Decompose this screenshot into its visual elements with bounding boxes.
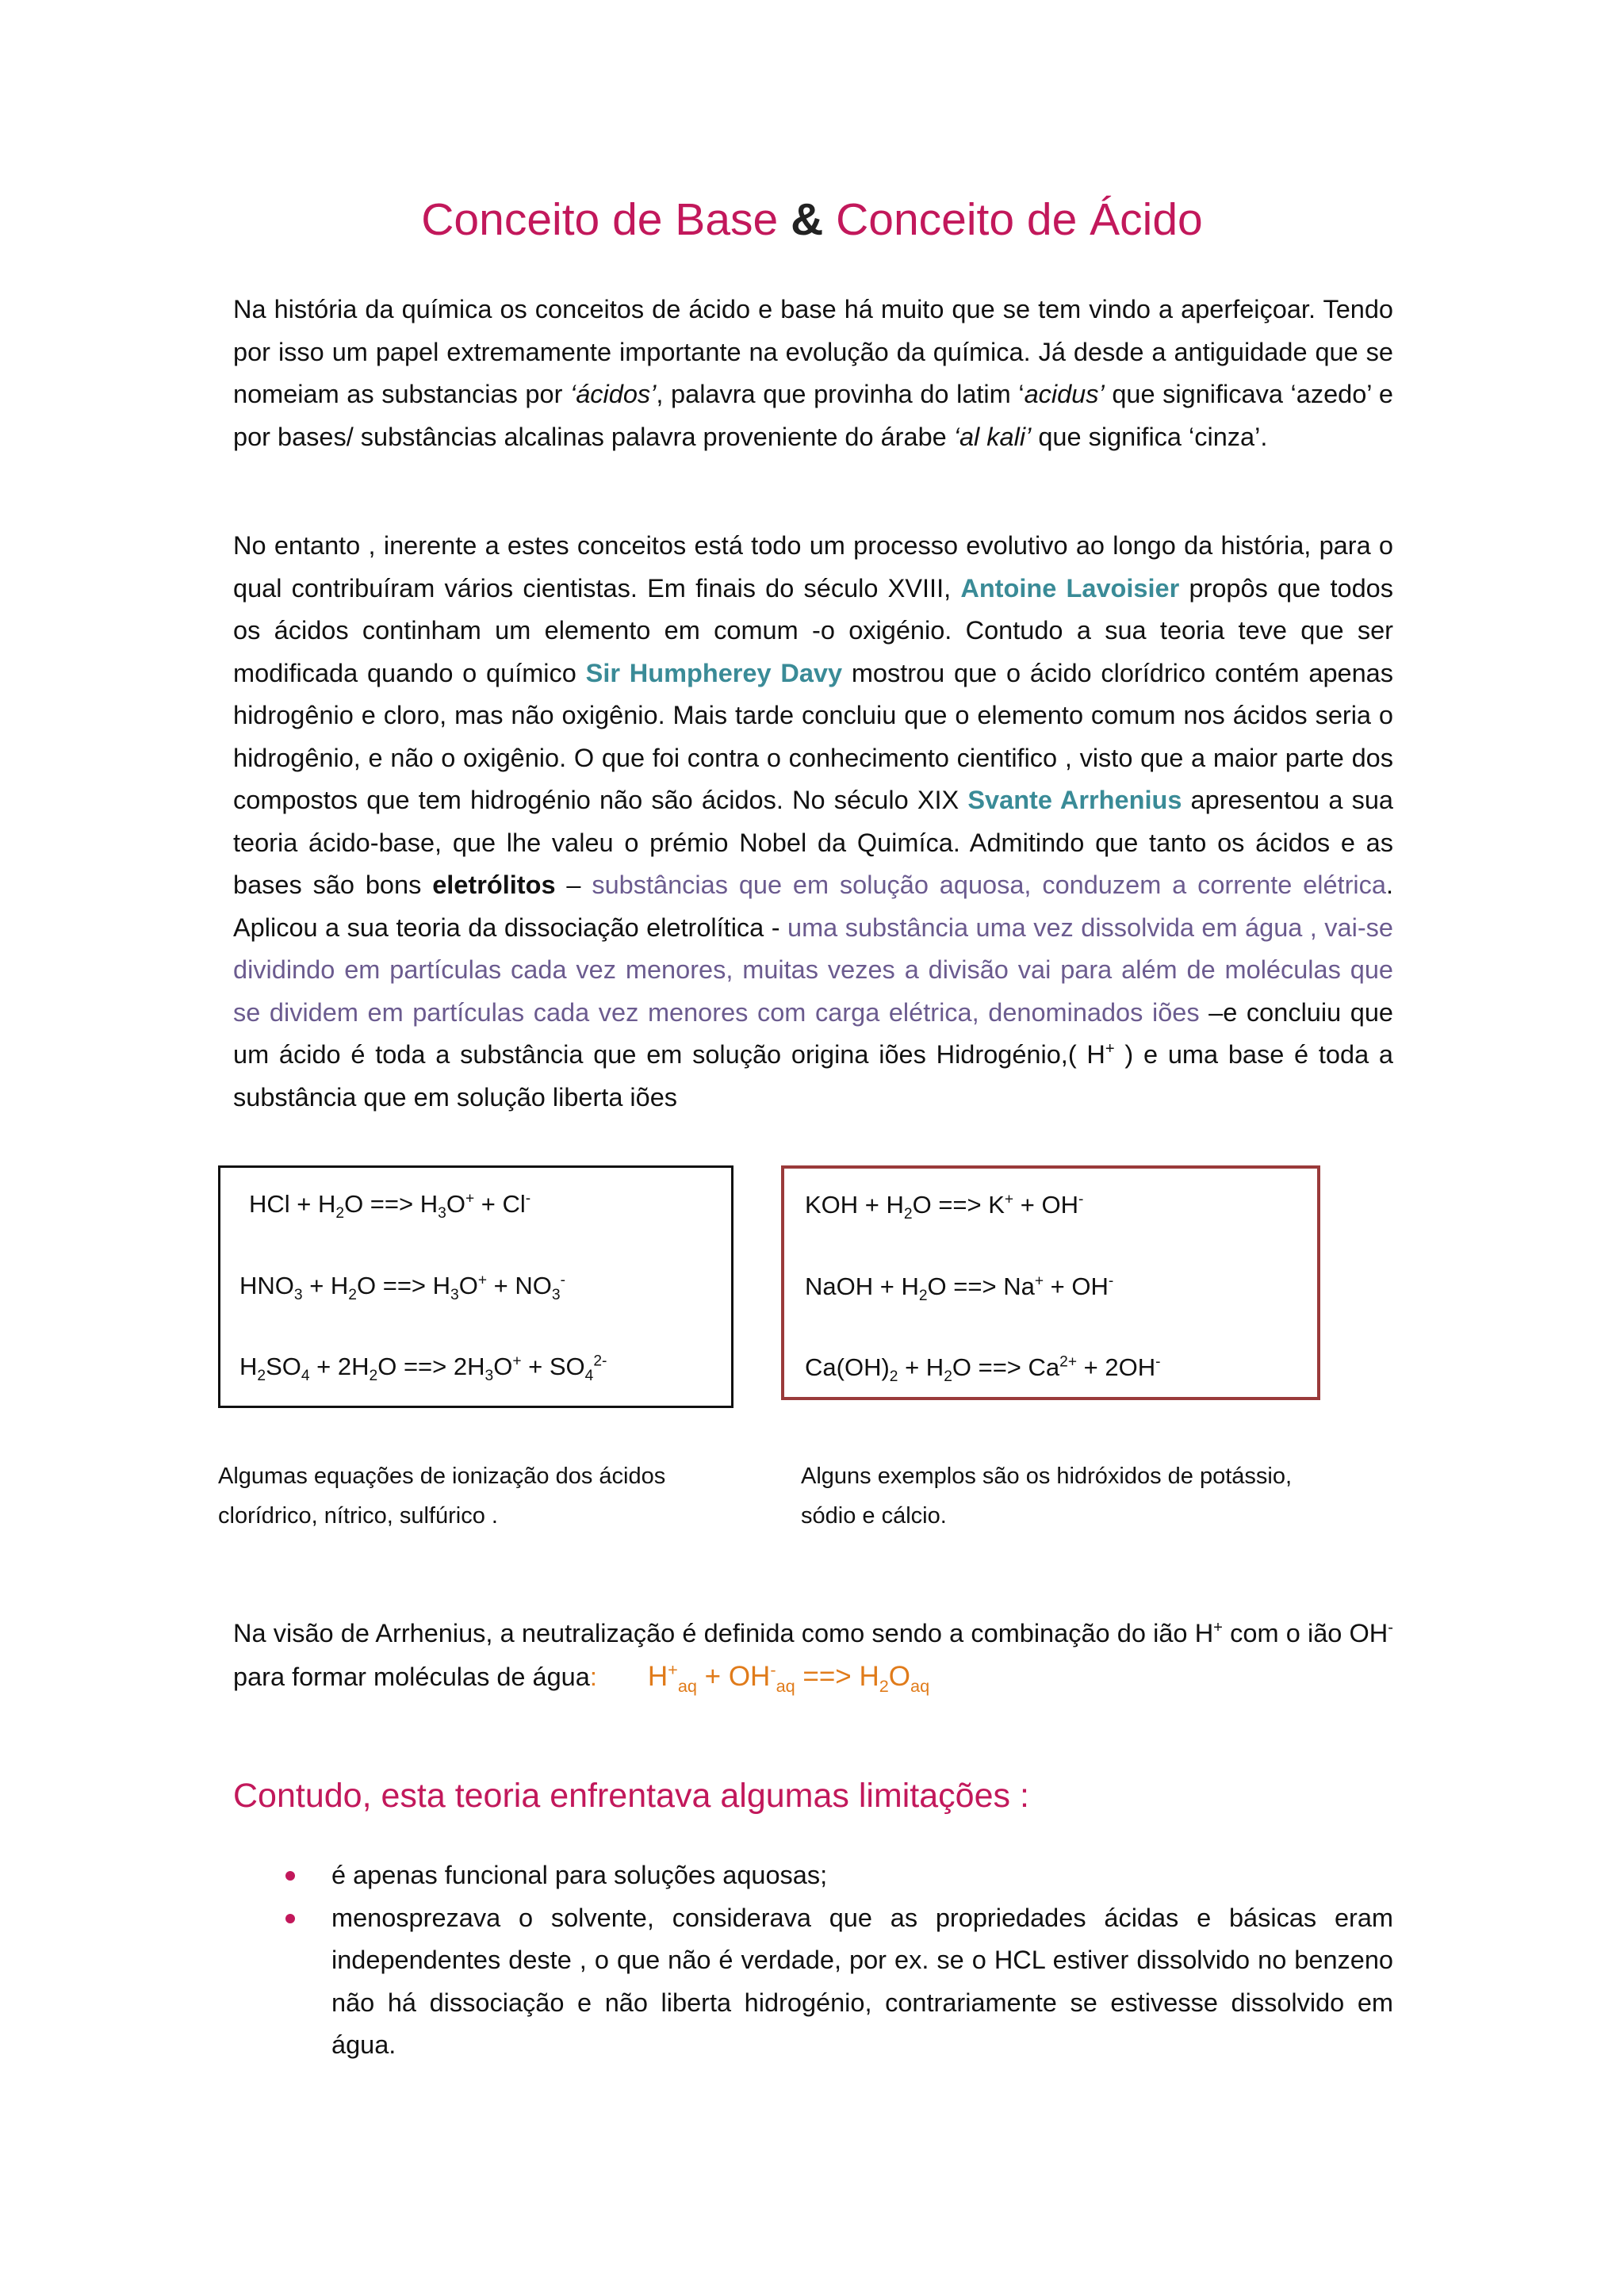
equation-hcl: HCl + $H_2O$ ==> $H_3O^+ + Cl^-$ [249, 1190, 531, 1223]
definition-eletrolitos: substâncias que em solução aquosa, conduzem a corrente elétrica [592, 871, 1386, 899]
base-box-caption: Alguns exemplos são os hidróxidos de potássio, sódio e cálcio. [801, 1464, 1293, 1529]
limitations-heading: Contudo, esta teoria enfrentava algumas limitações : [233, 1777, 1029, 1815]
list-item: é apenas funcional para soluções aquosas; [233, 1854, 1393, 1897]
intro-paragraph: Na história da química os conceitos de ácido e base há muito que se tem vindo a aperfeiçoar. Tendo por isso um papel extremamente importante na evolução da química. Já desde a antiguidade que se nomeiam as substancias por ‘ácidos’, palavra que provinha do latim ‘acidus’ que significava ‘azedo’ e por bases/ substâncias alcalinas palavra proveniente do árabe ‘al kali’ que significa ‘cinza’. [233, 295, 1393, 451]
page-title: Conceito de Base & Conceito de Ácido [421, 194, 1203, 245]
list-item: menosprezava o solvente, considerava que as propriedades ácidas e básicas eram independentes deste , o que não é verdade, por ex. se o HCL estiver dissolvido no benzeno não há dissociação e não liberta hidrogénio, contrariamente se estivesse dissolvido em água. [233, 1897, 1393, 2067]
equation-h2so4: $H_2SO_4 + 2H_2O$ ==> $2H_3O^+ + SO_4^{2-}$ [239, 1353, 607, 1385]
scientist-lavoisier: Antoine Lavoisier [960, 573, 1180, 603]
equation-hno3: $HNO_3 + H_2O$ ==> $H_3O^+ + NO_3^-$ [239, 1272, 565, 1304]
scientist-arrhenius: Svante Arrhenius [967, 786, 1182, 814]
base-equations-box [781, 1165, 1320, 1400]
bullet-icon [285, 1914, 295, 1923]
bullet-icon [285, 1871, 295, 1881]
neutralization-formula: $H^+_{aq} + OH^-_{aq}$ ==> $H_2O_{aq}$ [647, 1659, 930, 1696]
equation-koh: KOH + $H_2O$ ==> K+ + OH- [805, 1191, 1084, 1223]
acid-box-caption: Algumas equações de ionização dos ácidos clorídrico, nítrico, sulfúrico . [218, 1464, 666, 1529]
equation-naoh: NaOH + $H_2O$ ==> Na+ + OH- [805, 1272, 1114, 1305]
equation-caoh2: $Ca(OH)_2 + H_2O$ ==> $Ca^{2+} + 2OH^-$ [805, 1353, 1161, 1386]
title-ampersand: & [791, 194, 824, 245]
neutralization-paragraph: Na visão de Arrhenius, a neutralização é definida como sendo a combinação do ião H+ com o ião OH- para formar moléculas de água: $H^+_{aq} + OH^-_{aq}$ ==> $H_2O_{aq}$ [233, 1619, 1393, 1696]
scientist-davy: Sir Humpherey Davy [585, 658, 843, 687]
term-eletrolitos: eletrólitos [432, 871, 556, 899]
definition-dissociacao: uma substância uma vez dissolvida em água , vai-se dividindo em partículas cada vez menores, muitas vezes a divisão vai para além de moléculas que se dividem em partículas cada vez menores com carga elétrica, denominados iões [233, 913, 1393, 1027]
acid-equations-box [218, 1165, 733, 1408]
limitations-list [233, 1854, 1393, 2067]
history-paragraph: No entanto , inerente a estes conceitos está todo um processo evolutivo ao longo da história, para o qual contribuíram vários cientistas. Em finais do século XVIII, Antoine Lavoisier propôs que todos os ácidos continham um elemento em comum -o oxigénio. Contudo a sua teoria teve que ser modificada quando o químico Sir Humpherey Davy mostrou que o ácido clorídrico contém apenas hidrogênio e cloro, mas não oxigênio. Mais tarde concluiu que o elemento comum nos ácidos seria o hidrogênio, e não o oxigênio. O que foi contra o conhecimento cientifico , visto que a maior parte dos compostos que tem hidrogénio não são ácidos. No século XIX Svante Arrhenius apresentou a sua teoria ácido-base, que lhe valeu o prémio Nobel da Quimíca. Admitindo que tanto os ácidos e as bases são bons eletrólitos – substâncias que em solução aquosa, conduzem a corrente elétrica. Aplicou a sua teoria da dissociação eletrolítica - uma substância uma vez dissolvida em água , vai-se dividindo em partículas cada vez menores, muitas vezes a divisão vai para além de moléculas que se dividem em partículas cada vez menores com carga elétrica, denominados iões –e concluiu que um ácido é toda a substância que em solução origina iões Hidrogénio,( H+ ) e uma base é toda a substância que em solução liberta iões [233, 531, 1393, 1112]
